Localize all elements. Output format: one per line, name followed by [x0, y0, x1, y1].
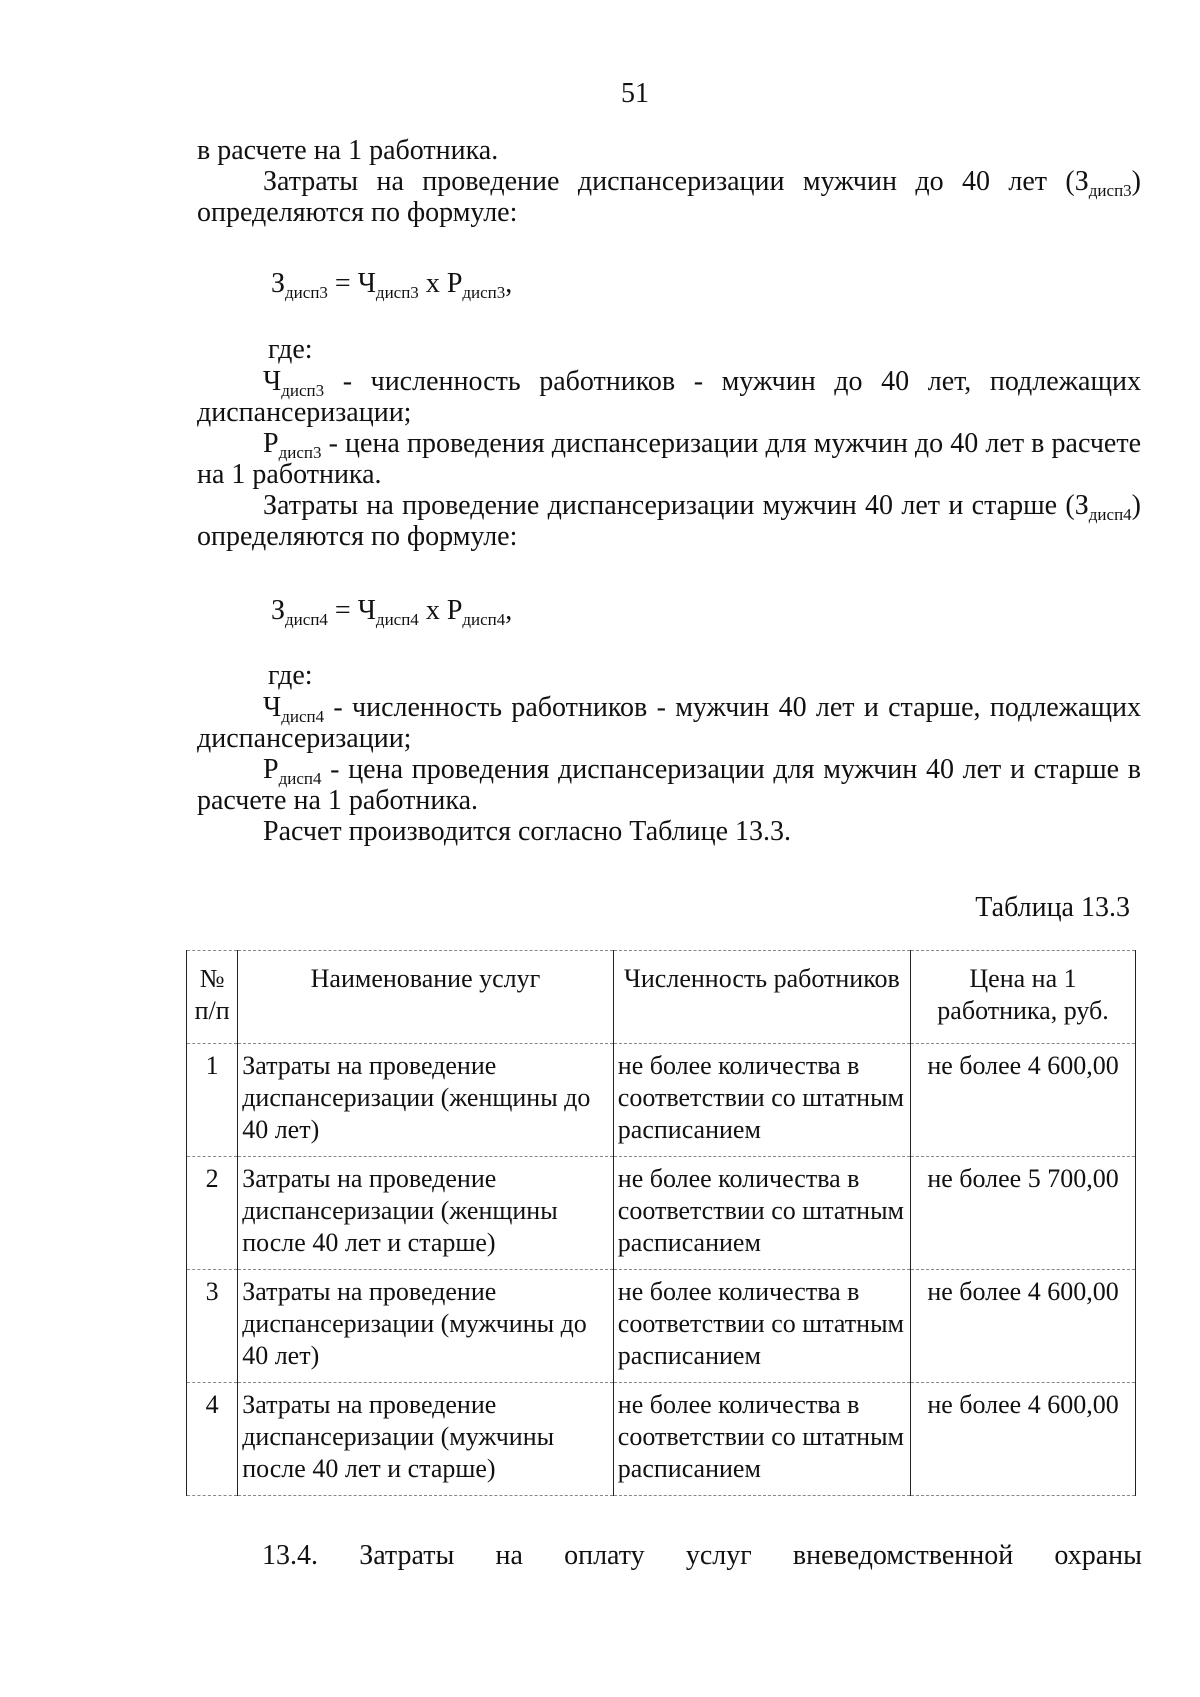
definition-price: $Р_{дисп4}$ - цена проведения диспансеризации для мужчин 40 лет и старше в расчете на 1 работника.: [197, 754, 1141, 816]
paragraph-table-reference: Расчет производится согласно Таблице 13.3.: [263, 816, 792, 847]
formula-disp4: $З_{дисп4} = Ч_{дисп4}$ х $Р_{дисп4}$,: [271, 595, 513, 629]
where-label: где:: [268, 334, 313, 365]
column-header-service: Наименование услуг: [238, 951, 614, 1044]
table-row: [187, 1157, 1136, 1270]
heading-word: Затраты: [359, 1540, 455, 1571]
cell-service: Затраты на проведение диспансеризации (женщины до 40 лет): [238, 1044, 614, 1157]
paragraph-cost-men-under-40: [197, 166, 1141, 228]
table-row: [187, 1383, 1136, 1496]
section-13-4-heading: [262, 1540, 1142, 1572]
cell-price: не более 4 600,00: [911, 1044, 1136, 1157]
heading-word: услуг: [685, 1540, 752, 1571]
heading-word: на: [495, 1540, 523, 1571]
cell-price: не более 4 600,00: [911, 1270, 1136, 1383]
cell-headcount: не более количества в соответствии со штатным расписанием: [613, 1270, 910, 1383]
paragraph-text: в расчете на 1 работника.: [197, 135, 499, 166]
column-header-price: Цена на 1 работника, руб.: [911, 951, 1136, 1044]
cell-number: 3: [187, 1270, 238, 1383]
page-number: 51: [621, 78, 649, 109]
heading-word: оплату: [564, 1540, 645, 1571]
cell-service: Затраты на проведение диспансеризации (мужчины до 40 лет): [238, 1270, 614, 1383]
formula-disp3: $З_{дисп3} = Ч_{дисп3}$ х $Р_{дисп3}$,: [271, 268, 513, 302]
column-header-headcount: Численность работников: [613, 951, 910, 1044]
paragraph-continuation: [197, 135, 1141, 228]
cell-number: 1: [187, 1044, 238, 1157]
paragraph-cost-men-40-plus: Затраты на проведение диспансеризации мужчин 40 лет и старше $(З_{дисп4})$ определяются по формуле:: [197, 490, 1141, 552]
definition-count: $Ч_{дисп3}$ - численность работников - мужчин до 40 лет, подлежащих диспансеризации;: [197, 366, 1141, 428]
paragraph-text: ) определяются по формуле:: [197, 166, 1141, 228]
paragraph-text: Затраты на проведение диспансеризации мужчин до 40 лет (З: [263, 166, 1089, 197]
cell-number: 2: [187, 1157, 238, 1270]
cell-price: не более 5 700,00: [911, 1157, 1136, 1270]
services-table: [186, 950, 1136, 1496]
heading-word: охраны: [1054, 1540, 1142, 1571]
cell-number: 4: [187, 1383, 238, 1496]
table-row: [187, 1270, 1136, 1383]
definition-count: $Ч_{дисп4}$ - численность работников - мужчин 40 лет и старше, подлежащих диспансеризации;: [197, 692, 1141, 754]
table-caption: Таблица 13.3: [975, 892, 1130, 923]
column-header-number: № п/п: [187, 951, 238, 1044]
heading-word: вневедомственной: [792, 1540, 1014, 1571]
cell-headcount: не более количества в соответствии со штатным расписанием: [613, 1044, 910, 1157]
definition-price: $Р_{дисп3}$ - цена проведения диспансеризации для мужчин до 40 лет в расчете на 1 работника.: [197, 428, 1141, 490]
cell-headcount: не более количества в соответствии со штатным расписанием: [613, 1383, 910, 1496]
section-number: 13.4.: [262, 1540, 318, 1571]
table-row: [187, 1044, 1136, 1157]
table-header-row: [187, 951, 1136, 1044]
cell-headcount: не более количества в соответствии со штатным расписанием: [613, 1157, 910, 1270]
cell-service: Затраты на проведение диспансеризации (мужчины после 40 лет и старше): [238, 1383, 614, 1496]
where-label: где:: [268, 660, 313, 691]
cell-price: не более 4 600,00: [911, 1383, 1136, 1496]
definitions-disp4: [197, 692, 1141, 847]
definitions-disp3: [197, 366, 1141, 552]
cell-service: Затраты на проведение диспансеризации (женщины после 40 лет и старше): [238, 1157, 614, 1270]
subscript: дисп3: [1088, 181, 1132, 200]
